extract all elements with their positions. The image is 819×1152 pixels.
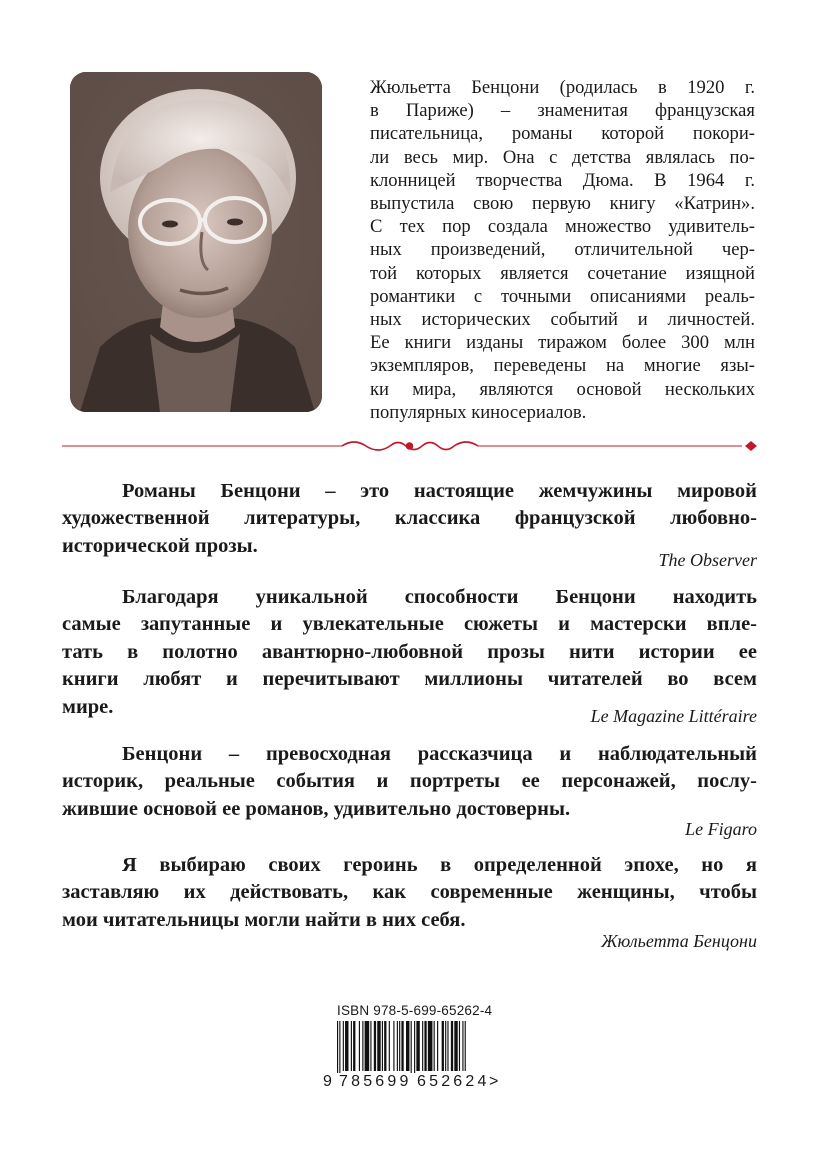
barcode-digits — [323, 1073, 501, 1091]
barcode-bar — [339, 1021, 340, 1073]
barcode-bar — [424, 1021, 426, 1071]
quote-source: Жюльетта Бенцони — [601, 931, 757, 951]
quote-line: мире. — [62, 695, 114, 718]
quote-line: книги любят и перечитывают миллионы читателей во всем — [62, 668, 757, 691]
bio-line: Ее книги изданы тиражом более 300 млн — [370, 332, 755, 354]
barcode-bar — [422, 1021, 423, 1071]
barcode-bar — [451, 1021, 453, 1071]
barcode-bar — [353, 1021, 355, 1071]
quote-line: самые запутанные и увлекательные сюжеты и мастерски впле- — [62, 613, 757, 636]
bio-line: в Париже) – знаменитая французская — [370, 100, 755, 122]
bio-line: Жюльетта Бенцони (родилась в 1920 г. — [370, 77, 755, 98]
barcode-bar — [389, 1021, 390, 1071]
bio-line: популярных киносериалов. — [370, 401, 587, 423]
quote-line: жившие основой ее романов, удивительно достоверны. — [62, 797, 571, 820]
barcode-bar — [406, 1021, 409, 1071]
isbn-label: ISBN 978-5-699-65262-4 — [337, 1003, 493, 1018]
quote-line: художественной литературы, классика французской любовно- — [62, 507, 757, 530]
quote-line: Романы Бенцони – это настоящие жемчужины мировой — [122, 480, 757, 502]
review-quote — [62, 741, 757, 823]
ornamental-divider — [62, 437, 757, 455]
barcode-bar — [345, 1021, 348, 1071]
barcode-bar — [447, 1021, 448, 1071]
barcode-bar — [454, 1021, 457, 1071]
quote-line: тать в полотно авантюрно-любовной прозы нити истории ее — [62, 640, 757, 663]
quote-line: Бенцони – превосходная рассказчица и наблюдательный — [122, 743, 757, 765]
barcode-bar — [462, 1021, 463, 1071]
barcode-bar — [365, 1021, 370, 1071]
barcode-bar — [377, 1021, 380, 1071]
bio-line: романтики с точными описаниями реаль- — [370, 285, 755, 307]
bio-line: экземпляров, переведены на многие язы- — [370, 355, 755, 377]
barcode-bar — [434, 1021, 435, 1071]
divider-leaf-icon — [745, 441, 757, 451]
quote-source: The Observer — [658, 550, 757, 570]
barcode-bar — [359, 1021, 360, 1071]
bio-line: ки мира, являются основой нескольких — [370, 378, 755, 400]
barcode-icon — [323, 1021, 501, 1073]
barcode-bar — [445, 1021, 446, 1071]
bio-line: той которых является сочетание изящной — [370, 262, 755, 284]
barcode-bar — [401, 1021, 403, 1071]
quote-line: исторической прозы. — [62, 534, 258, 557]
barcode-bar — [382, 1021, 383, 1071]
bio-line: ных исторических событий и личностей. — [370, 309, 755, 331]
barcode-bar — [393, 1021, 394, 1071]
quote-source: Le Magazine Littéraire — [590, 706, 757, 726]
quote-line: Благодаря уникальной способности Бенцони находить — [122, 586, 757, 608]
author-portrait — [70, 72, 322, 412]
divider-flourish-icon — [342, 442, 478, 450]
barcode-bar — [362, 1021, 363, 1071]
quote-source: Le Figaro — [685, 819, 757, 839]
quote-line: Я выбираю своих героинь в определенной эпохе, но я — [122, 854, 757, 876]
bio-line: писательница, романы которой покори- — [370, 123, 755, 145]
barcode-digits-left: 785699 — [339, 1073, 412, 1090]
review-quote — [62, 478, 757, 560]
author-quote — [62, 852, 757, 934]
barcode-bar — [337, 1021, 338, 1073]
bio-line: выпустила свою первую книгу «Катрин». — [370, 193, 755, 215]
review-quote — [62, 584, 757, 721]
bio-line: С тех пор создала множество удивитель- — [370, 216, 755, 238]
barcode-bar — [397, 1021, 398, 1071]
quote-line: заставляю их действовать, как современные женщины, чтобы — [62, 881, 757, 904]
bio-line: клонницей творчества Дюма. В 1964 г. — [370, 169, 755, 191]
barcode-bar — [351, 1021, 352, 1071]
barcode-bar — [416, 1021, 419, 1071]
barcode-bar — [384, 1021, 386, 1071]
barcode-bar — [343, 1021, 344, 1071]
portrait-illustration — [70, 72, 322, 412]
barcode-bar — [442, 1021, 444, 1071]
barcode-bar — [399, 1021, 400, 1071]
barcode-digits-right: 652624 — [417, 1073, 490, 1090]
barcode-digit-lead: 9 — [323, 1073, 332, 1090]
isbn-barcode-block — [323, 1003, 501, 1095]
barcode-bar — [437, 1021, 438, 1071]
bio-line: ли весь мир. Она с детства являлась по- — [370, 146, 755, 168]
author-bio — [370, 76, 755, 424]
bio-line: ных произведений, отличительной чер- — [370, 239, 755, 261]
barcode-bar — [374, 1021, 376, 1071]
barcode-bar — [411, 1021, 412, 1073]
quote-line: мои читательницы могли найти в них себя. — [62, 908, 466, 931]
quote-line: историк, реальные события и портреты ее персонажей, послу- — [62, 770, 757, 793]
barcode-bar — [465, 1021, 466, 1071]
barcode-bar — [428, 1021, 433, 1071]
barcode-bar — [459, 1021, 460, 1071]
barcode-bar — [370, 1021, 371, 1071]
barcode-digit-tail: > — [489, 1073, 499, 1090]
barcode-bar — [414, 1021, 415, 1073]
